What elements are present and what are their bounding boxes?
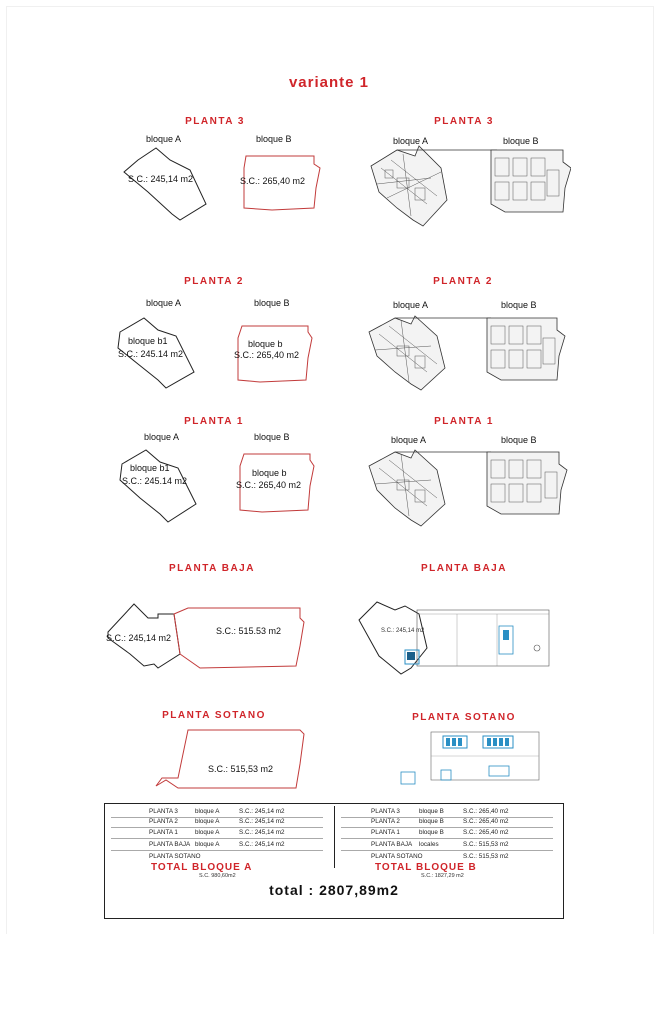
cell-sc: S.C.: 265,40 m2 <box>463 808 509 815</box>
label-bloque-a: bloque A <box>144 432 180 442</box>
sublabel-bloque-a: bloque b1 <box>128 336 168 346</box>
table-row <box>341 828 553 839</box>
table-row <box>341 817 553 828</box>
panel-left-planta-3 <box>108 108 322 248</box>
table-row <box>111 828 323 839</box>
panel-left-planta-baja <box>104 556 320 690</box>
surface-bloque-a: S.C.: 245,14 m2 <box>128 174 194 184</box>
panel-title: PLANTA SOTANO <box>412 712 516 723</box>
cell-sc: S.C.: 245,14 m2 <box>239 808 285 815</box>
cell-planta: PLANTA 3 <box>149 808 178 815</box>
floor-plan-detailed <box>357 704 571 800</box>
surface-summary-table <box>104 803 564 919</box>
cell-planta: PLANTA SOTANO <box>371 853 423 860</box>
floor-plan-sketch <box>108 268 320 402</box>
panel-title: PLANTA 3 <box>434 116 494 127</box>
floor-plan-detailed <box>357 268 569 402</box>
sublabel-bloque-b: bloque b <box>252 468 287 478</box>
cell-planta: PLANTA 3 <box>371 808 400 815</box>
label-bloque-b: bloque B <box>254 298 290 308</box>
floor-plan-detailed <box>357 108 571 256</box>
surface-bloque-b: S.C.: 265,40 m2 <box>240 176 306 186</box>
cell-bloque: bloque B <box>419 829 444 836</box>
table-row <box>111 852 323 862</box>
surface-bloque-a: S.C.: 245.14 m2 <box>118 349 184 359</box>
panel-title: PLANTA 3 <box>185 116 245 127</box>
label-bloque-a: bloque A <box>393 300 429 310</box>
panel-title: PLANTA 2 <box>184 276 244 287</box>
panel-right-planta-3 <box>357 108 571 256</box>
cell-planta: PLANTA 2 <box>371 818 400 825</box>
surface-label: S.C.: 515,53 m2 <box>208 764 274 774</box>
panel-left-planta-sotano <box>108 704 320 800</box>
cell-sc: S.C.: 245,14 m2 <box>239 818 285 825</box>
cell-planta: PLANTA 2 <box>149 818 178 825</box>
page-background <box>0 934 658 1017</box>
panel-left-planta-2 <box>108 268 320 402</box>
floor-plan-sketch <box>104 556 320 690</box>
total-bloque-b-label: TOTAL BLOQUE B <box>375 862 477 873</box>
panel-right-planta-baja <box>357 556 571 690</box>
surface-locales: S.C.: 515.53 m2 <box>216 626 282 636</box>
cell-bloque: bloque A <box>195 818 220 825</box>
table-row <box>111 840 323 851</box>
surface-bloque-a: S.C.: 245,14 m2 <box>106 633 172 643</box>
panel-title: PLANTA 2 <box>433 276 493 287</box>
floor-plan-detailed <box>357 556 571 690</box>
label-bloque-a: bloque A <box>146 298 182 308</box>
cell-bloque: bloque A <box>195 808 220 815</box>
label-bloque-a: bloque A <box>391 435 427 445</box>
surface-bloque-a: S.C.: 245.14 m2 <box>122 476 188 486</box>
total-bloque-a-label: TOTAL BLOQUE A <box>151 862 253 873</box>
panel-right-planta-2 <box>357 268 569 402</box>
cell-bloque: locales <box>419 841 439 848</box>
label-bloque-b: bloque B <box>501 300 537 310</box>
panel-title: PLANTA 1 <box>434 416 494 427</box>
cell-sc: S.C.: 245,14 m2 <box>239 829 285 836</box>
panel-right-planta-1 <box>357 408 571 542</box>
cell-planta: PLANTA 1 <box>149 829 178 836</box>
table-row <box>341 852 553 862</box>
table-divider <box>334 806 335 868</box>
total-bloque-a-value: S.C. 980,60m2 <box>199 873 236 879</box>
surface-bloque-b: S.C.: 265,40 m2 <box>236 480 302 490</box>
cell-bloque: bloque B <box>419 808 444 815</box>
label-bloque-a: bloque A <box>146 134 182 144</box>
cell-planta: PLANTA BAJA <box>371 841 413 848</box>
panel-title: PLANTA BAJA <box>169 563 255 574</box>
table-row <box>111 817 323 828</box>
document-title: variante 1 <box>288 74 370 91</box>
cell-bloque: bloque A <box>195 829 220 836</box>
cell-planta: PLANTA 1 <box>371 829 400 836</box>
floor-plan-sketch <box>108 704 320 800</box>
cell-planta: PLANTA BAJA <box>149 841 191 848</box>
label-bloque-a: bloque A <box>393 136 429 146</box>
table-row <box>341 840 553 851</box>
cell-sc: S.C.: 245,14 m2 <box>239 841 285 848</box>
cell-sc: S.C.: 265,40 m2 <box>463 829 509 836</box>
sublabel-bloque-a: bloque b1 <box>130 463 170 473</box>
label-bloque-b: bloque B <box>501 435 537 445</box>
grand-total: total : 2807,89m2 <box>269 882 399 898</box>
panel-left-planta-1 <box>108 408 320 542</box>
label-bloque-b: bloque B <box>503 136 539 146</box>
floor-plan-detailed <box>357 408 571 542</box>
cell-sc: S.C.: 265,40 m2 <box>463 818 509 825</box>
surface-bloque-b: S.C.: 265,40 m2 <box>234 350 300 360</box>
panel-title: PLANTA 1 <box>184 416 244 427</box>
panel-title: PLANTA BAJA <box>421 563 507 574</box>
cell-bloque: bloque B <box>419 818 444 825</box>
panel-title: PLANTA SOTANO <box>162 710 266 721</box>
sublabel-bloque-b: bloque b <box>248 339 283 349</box>
cell-sc: S.C.: 515,53 m2 <box>463 841 509 848</box>
cell-planta: PLANTA SOTANO <box>149 853 201 860</box>
cell-sc: S.C.: 515,53 m2 <box>463 853 509 860</box>
label-bloque-b: bloque B <box>256 134 292 144</box>
panel-right-planta-sotano <box>357 704 571 800</box>
surface-label: S.C.: 245,14 m2 <box>381 628 425 634</box>
label-bloque-b: bloque B <box>254 432 290 442</box>
cell-bloque: bloque A <box>195 841 220 848</box>
total-bloque-b-value: S.C.: 1827,29 m2 <box>421 873 464 879</box>
floor-plan-sketch <box>108 408 320 542</box>
